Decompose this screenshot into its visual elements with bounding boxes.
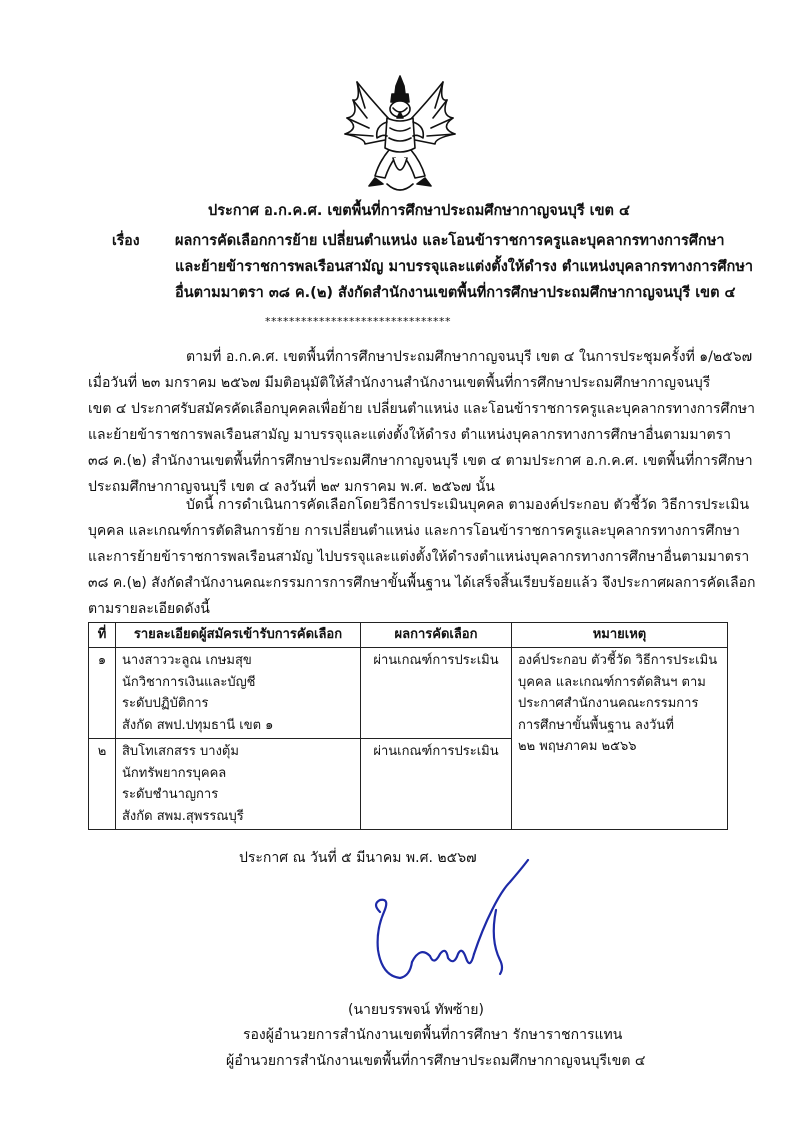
header-detail: รายละเอียดผู้สมัครเข้ารับการคัดเลือก: [116, 623, 361, 648]
row-result: ผ่านเกณฑ์การประเมิน: [361, 739, 512, 830]
paragraph-line: เขต ๔ ประกาศรับสมัครคัดเลือกบุคคลเพื่อย้าย เปลี่ยนตำแหน่ง และโอนข้าราชการครูและบุคลากรทางการศึกษา: [88, 401, 756, 417]
garuda-emblem-icon: [335, 72, 465, 197]
remark-line: ประกาศสำนักงานคณะกรรมการ: [518, 696, 699, 711]
detail-line: ระดับปฏิบัติการ: [122, 696, 209, 711]
separator: *******************************: [265, 315, 451, 328]
detail-line: สังกัด สพม.สุพรรณบุรี: [122, 808, 244, 824]
results-table: [88, 622, 728, 830]
detail-line: นักวิชาการเงินและบัญชี: [122, 674, 256, 690]
signer-position: ผู้อำนวยการสำนักงานเขตพื้นที่การศึกษาประถมศึกษากาญจนบุรีเขต ๔: [226, 1053, 646, 1069]
row-detail: [116, 739, 361, 830]
table-header-row: [89, 623, 728, 648]
announcement-title: ประกาศ อ.ก.ค.ศ. เขตพื้นที่การศึกษาประถมศึกษากาญจนบุรี เขต ๔: [208, 203, 630, 219]
subject-line: อื่นตามมาตรา ๓๘ ค.(๒) สังกัดสำนักงานเขตพื้นที่การศึกษาประถมศึกษากาญจนบุรี เขต ๔: [175, 285, 736, 301]
remark-line: ๒๒ พฤษภาคม ๒๕๖๖: [518, 739, 637, 754]
detail-line: ระดับชำนาญการ: [122, 787, 219, 802]
row-no: ๒: [89, 739, 116, 830]
paragraph-line: บัดนี้ การดำเนินการคัดเลือกโดยวิธีการประเมินบุคคล ตามองค์ประกอบ ตัวชี้วัด วิธีการประเมิน: [186, 497, 750, 513]
paragraph-line: ประถมศึกษากาญจนบุรี เขต ๔ ลงวันที่ ๒๙ มกราคม พ.ศ. ๒๕๖๗ นั้น: [88, 479, 495, 495]
subject-line: ผลการคัดเลือกการย้าย เปลี่ยนตำแหน่ง และโอนข้าราชการครูและบุคลากรทางการศึกษา: [175, 233, 725, 249]
row-no: ๑: [89, 648, 116, 739]
paragraph-line: ตามรายละเอียดดังนี้: [88, 601, 210, 617]
paragraph-line: ตามที่ อ.ก.ค.ศ. เขตพื้นที่การศึกษาประถมศึกษากาญจนบุรี เขต ๔ ในการประชุมครั้งที่ ๑/๒๕๖๗: [186, 349, 753, 365]
paragraph-line: และย้ายข้าราชการพลเรือนสามัญ มาบรรจุและแต่งตั้งให้ดำรง ตำแหน่งบุคลากรทางการศึกษาอื่นตามมาตรา: [88, 427, 731, 443]
header-remark: หมายเหตุ: [512, 623, 728, 648]
announcement-date: ประกาศ ณ วันที่ ๕ มีนาคม พ.ศ. ๒๕๖๗: [239, 850, 477, 866]
signer-name: (นายบรรพจน์ ทัพซ้าย): [348, 1002, 484, 1018]
table-row: [89, 648, 728, 739]
paragraph-line: บุคคล และเกณฑ์การตัดสินการย้าย การเปลี่ยนตำแหน่ง และการโอนข้าราชการครูและบุคลากรทางการศึกษา: [88, 523, 740, 539]
signer-position: รองผู้อำนวยการสำนักงานเขตพื้นที่การศึกษา รักษาราชการแทน: [243, 1027, 623, 1043]
remark-line: บุคคล และเกณฑ์การตัดสินฯ ตาม: [518, 674, 706, 690]
subject-label: เรื่อง: [112, 233, 140, 249]
row-remark: [512, 648, 728, 830]
header-no: ที่: [89, 623, 116, 648]
signature-icon: [350, 850, 550, 990]
remark-line: องค์ประกอบ ตัวชี้วัด วิธีการประเมิน: [518, 653, 718, 668]
detail-line: สิบโทเสกสรร บางตุ้ม: [122, 744, 239, 759]
paragraph-line: ๓๘ ค.(๒) สังกัดสำนักงานคณะกรรมการการศึกษาขั้นพื้นฐาน ได้เสร็จสิ้นเรียบร้อยแล้ว จึงประกาศผลการคัดเลือก: [88, 575, 756, 591]
paragraph-line: และการย้ายข้าราชการพลเรือนสามัญ ไปบรรจุและแต่งตั้งให้ดำรงตำแหน่งบุคลากรทางการศึกษาอื่นตามมาตรา: [88, 549, 750, 565]
paragraph-line: เมื่อวันที่ ๒๓ มกราคม ๒๕๖๗ มีมติอนุมัติให้สำนักงานสำนักงานเขตพื้นที่การศึกษาประถมศึกษากาญจนบุรี: [88, 375, 711, 391]
detail-line: นางสาววะลูณ เกษมสุข: [122, 653, 252, 668]
remark-line: การศึกษาขั้นพื้นฐาน ลงวันที่: [518, 717, 674, 733]
header-result: ผลการคัดเลือก: [361, 623, 512, 648]
row-result: ผ่านเกณฑ์การประเมิน: [361, 648, 512, 739]
paragraph-line: ๓๘ ค.(๒) สำนักงานเขตพื้นที่การศึกษาประถมศึกษากาญจนบุรี เขต ๔ ตามประกาศ อ.ก.ค.ศ. เขตพื้นที่การศึกษา: [88, 453, 753, 469]
detail-line: สังกัด สพป.ปทุมธานี เขต ๑: [122, 717, 274, 733]
row-detail: [116, 648, 361, 739]
detail-line: นักทรัพยากรบุคคล: [122, 765, 227, 781]
subject-line: และย้ายข้าราชการพลเรือนสามัญ มาบรรจุและแต่งตั้งให้ดำรง ตำแหน่งบุคลากรทางการศึกษา: [175, 259, 754, 275]
